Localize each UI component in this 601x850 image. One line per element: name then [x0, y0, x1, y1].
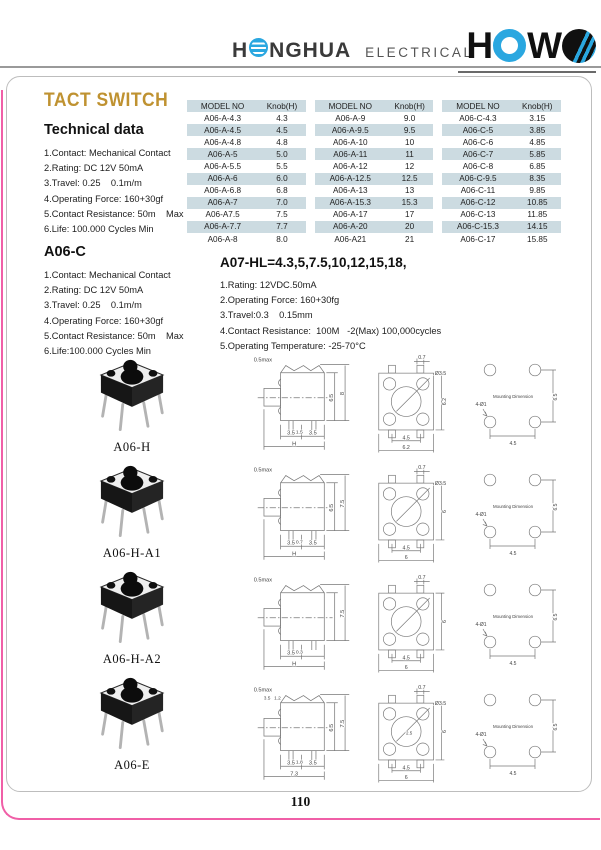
spec-line: 5.Contact Resistance: 50m Max	[44, 330, 184, 341]
svg-text:Ø3.5: Ø3.5	[434, 481, 447, 488]
a07-specs	[220, 278, 441, 354]
spec-line: 1.Rating: 12VDC.50mA	[220, 280, 317, 290]
a07-section	[220, 255, 441, 354]
table-row: A06-A21 21	[334, 234, 415, 244]
svg-text:7.5: 7.5	[340, 609, 347, 618]
tact-switch-image	[70, 672, 194, 756]
spec-line: 2.Rating: DC 12V 50mA	[44, 285, 144, 296]
table-row: A06-C-6 4.85	[462, 137, 546, 147]
product-photo	[70, 672, 194, 774]
svg-text:6: 6	[404, 555, 408, 562]
table-row: A06-A-10 10	[332, 137, 415, 147]
svg-text:7.5: 7.5	[340, 719, 347, 728]
svg-text:Mounting Dimension: Mounting Dimension	[492, 504, 534, 509]
brand-honghua	[232, 38, 473, 63]
svg-text:4.5: 4.5	[402, 765, 410, 772]
svg-text:4-Ø1: 4-Ø1	[475, 512, 487, 518]
spec-line: 2.Rating: DC 12V 50mA	[44, 163, 144, 174]
table-row: A06-A-9 9.0	[335, 113, 416, 123]
table-row: A06-A-8 8.0	[207, 234, 288, 244]
a06c-section	[44, 244, 184, 359]
photo-caption: A06-H-A2	[102, 652, 162, 666]
svg-text:6.5: 6.5	[329, 503, 336, 512]
svg-text:3.5: 3.5	[308, 540, 317, 547]
svg-text:6.2: 6.2	[402, 445, 410, 452]
brand-electrical: ELECTRICAL	[365, 45, 474, 60]
svg-text:0.7: 0.7	[418, 354, 426, 361]
svg-text:H: H	[292, 441, 297, 448]
spec-line: 3.Travel: 0.25 0.1m/m	[44, 178, 142, 189]
page-title: TACT SWITCH	[44, 90, 169, 111]
svg-text:7.3: 7.3	[290, 771, 299, 778]
table-row: A06-C-11 9.85	[460, 186, 546, 196]
drawing-side-view	[246, 682, 362, 786]
spec-line: 6.Life: 100.000 Cycles Min	[44, 224, 154, 235]
tact-switch-art	[76, 354, 188, 438]
spec-line: 4.Operating Force: 160+30gf	[44, 315, 164, 326]
photo-caption: A06-E	[114, 758, 150, 772]
technical-drawings	[246, 352, 566, 792]
table-row: A06-A7.5 7.5	[205, 210, 288, 220]
drawing-row-2	[246, 462, 566, 572]
svg-text:0.5max: 0.5max	[253, 687, 273, 694]
table-row: A06-A-4.8 4.8	[204, 137, 288, 147]
svg-text:3.5: 3.5	[287, 430, 295, 437]
howo-globe-icon	[562, 29, 596, 63]
a06c-specs	[44, 268, 184, 359]
drawing-side-view	[246, 462, 362, 566]
a06c-heading: A06-C	[44, 244, 86, 260]
svg-text:3.5: 3.5	[287, 650, 295, 657]
product-photo	[70, 460, 194, 562]
svg-text:4-Ø1: 4-Ø1	[475, 402, 487, 408]
svg-text:7.5: 7.5	[340, 499, 347, 508]
svg-text:H: H	[292, 661, 297, 668]
svg-text:4.5: 4.5	[509, 551, 517, 557]
drawing-side-view	[246, 352, 362, 456]
table-header-row: MODEL NO Knob(H)	[315, 100, 434, 112]
svg-text:0.5max: 0.5max	[253, 357, 273, 364]
svg-text:1.8: 1.8	[295, 759, 303, 766]
drawing-mounting-view	[468, 352, 566, 452]
svg-text:3.5: 3.5	[308, 760, 317, 767]
drawing-top-view	[367, 682, 463, 786]
svg-text:0.7: 0.7	[418, 684, 426, 691]
a07-heading: A07-HL=4.3,5,7.5,10,12,15,18,	[220, 255, 407, 270]
spec-line: 5.Operating Temperature: -25-70°C	[220, 340, 366, 351]
tact-switch-art	[76, 566, 188, 650]
spec-line: 3.Travel:0.3 0.15mm	[220, 310, 313, 321]
svg-text:0.7: 0.7	[418, 464, 426, 471]
svg-text:6.5: 6.5	[553, 723, 559, 731]
model-table	[187, 100, 561, 245]
svg-text:6: 6	[404, 775, 408, 782]
svg-text:0.5max: 0.5max	[253, 577, 273, 584]
brand-text-rest: NGHUA	[269, 39, 352, 62]
spec-line: 1.Contact: Mechanical Contact	[44, 148, 171, 158]
svg-text:1.2: 1.2	[274, 696, 281, 702]
table-row: A06-C-8 6.85	[462, 162, 546, 172]
howo-letter-h: H	[466, 25, 493, 66]
drawing-top-view	[367, 352, 463, 456]
spec-line: 4.Contact Resistance: 100M -2(Max) 100,000cycles	[220, 325, 442, 336]
table-row: A06-A-5.5 5.5	[204, 162, 288, 172]
product-photos	[70, 354, 194, 778]
spec-line: 2.Operating Force: 160+30fg	[220, 295, 340, 306]
table-row: A06-A-6 6.0	[187, 173, 306, 185]
drawing-row-1	[246, 352, 566, 462]
tact-switch-image	[70, 354, 194, 438]
logo-underline	[458, 71, 596, 73]
table-row: A06-A-9.5 9.5	[315, 124, 434, 136]
table-row: A06-C-7 5.85	[442, 148, 561, 160]
svg-text:Mounting Dimension: Mounting Dimension	[492, 614, 534, 619]
drawing-mounting-view	[468, 462, 566, 562]
table-row: A06-C-17 15.85	[460, 234, 548, 244]
table-header-row: MODEL NO Knob(H)	[187, 100, 306, 112]
svg-text:1.5: 1.5	[295, 429, 303, 436]
model-table-group-1	[187, 100, 306, 245]
svg-text:4.5: 4.5	[402, 545, 410, 552]
drawing-side-view	[246, 572, 362, 676]
svg-text:Ø3.5: Ø3.5	[434, 701, 447, 708]
spec-line: 4.Operating Force: 160+30gf	[44, 193, 164, 204]
svg-text:4-Ø1: 4-Ø1	[475, 732, 487, 738]
technical-data-specs	[44, 146, 184, 237]
svg-text:4-Ø1: 4-Ø1	[475, 622, 487, 628]
header-divider	[0, 66, 601, 68]
table-row: A06-A-12 12	[332, 162, 415, 172]
table-row: A06-A-6.8 6.8	[204, 186, 288, 196]
photo-caption: A06-H	[113, 440, 151, 454]
svg-text:3.5: 3.5	[287, 760, 295, 767]
svg-text:0.3: 0.3	[295, 649, 303, 656]
svg-text:6.5: 6.5	[553, 613, 559, 621]
svg-text:6: 6	[441, 730, 448, 734]
table-row: A06-A-7 7.0	[187, 197, 306, 209]
table-row: A06-A-12.5 12.5	[315, 173, 434, 185]
svg-text:Ø3.5: Ø3.5	[434, 371, 447, 378]
model-table-group-3	[442, 100, 561, 245]
table-row: A06-A-20 20	[315, 221, 434, 233]
svg-text:4.5: 4.5	[402, 435, 410, 442]
spec-line: 5.Contact Resistance: 50m Max	[44, 208, 184, 219]
svg-text:H: H	[292, 551, 297, 558]
technical-data-section	[44, 122, 184, 237]
svg-text:6.2: 6.2	[441, 397, 448, 406]
table-row: A06-A-13 13	[332, 186, 415, 196]
table-row: A06-C-13 11.85	[460, 210, 548, 220]
svg-text:6.5: 6.5	[553, 503, 559, 511]
model-table-group-2	[315, 100, 434, 245]
svg-text:6: 6	[441, 510, 448, 514]
howo-logo	[466, 27, 596, 64]
svg-text:6.5: 6.5	[329, 723, 336, 732]
table-row: A06-C-15.3 14.15	[442, 221, 561, 233]
svg-text:Mounting Dimension: Mounting Dimension	[492, 394, 534, 399]
table-row: A06-A-17 17	[332, 210, 415, 220]
table-row: A06-A-15.3 15.3	[315, 197, 434, 209]
table-row: A06-A-5 5.0	[187, 148, 306, 160]
drawing-mounting-view	[468, 572, 566, 672]
howo-letter-w: W	[527, 25, 561, 66]
table-row: A06-C-5 3.85	[442, 124, 561, 136]
svg-text:0.7: 0.7	[418, 574, 426, 581]
spec-line: 3.Travel: 0.25 0.1m/m	[44, 300, 142, 311]
tact-switch-image	[70, 566, 194, 650]
photo-caption: A06-H-A1	[102, 546, 162, 560]
svg-text:6: 6	[404, 665, 408, 672]
tact-switch-art	[76, 672, 188, 756]
svg-text:0.5max: 0.5max	[253, 467, 273, 474]
svg-text:6.5: 6.5	[553, 393, 559, 401]
howo-o-ring-icon	[493, 29, 526, 62]
drawing-row-4	[246, 682, 566, 792]
technical-data-heading: Technical data	[44, 122, 144, 138]
table-row: A06-A-7.7 7.7	[187, 221, 306, 233]
product-photo	[70, 354, 194, 456]
svg-text:0.7: 0.7	[295, 539, 303, 546]
drawing-mounting-view	[468, 682, 566, 782]
svg-text:3.5: 3.5	[308, 430, 317, 437]
svg-text:6.5: 6.5	[329, 393, 336, 402]
table-row: A06-C-9.5 8.35	[442, 173, 561, 185]
svg-text:4.5: 4.5	[509, 771, 517, 777]
drawing-top-view	[367, 572, 463, 676]
table-header-row: MODEL NO Knob(H)	[442, 100, 561, 112]
drawing-top-view	[367, 462, 463, 566]
globe-o-icon	[249, 38, 268, 57]
svg-text:4.5: 4.5	[402, 655, 410, 662]
svg-text:4.5: 4.5	[509, 441, 517, 447]
svg-text:4.5: 4.5	[509, 661, 517, 667]
brand-text-h: H	[232, 39, 249, 62]
page-number: 110	[290, 794, 311, 809]
table-row: A06-A-11 11	[315, 148, 434, 160]
table-row: A06-A-4.5 4.5	[187, 124, 306, 136]
svg-text:Mounting Dimension: Mounting Dimension	[492, 724, 534, 729]
svg-text:6: 6	[441, 620, 448, 624]
table-row: A06-C-4.3 3.15	[459, 113, 546, 123]
table-row: A06-C-12 10.85	[442, 197, 561, 209]
spec-line: 1.Contact: Mechanical Contact	[44, 270, 171, 280]
svg-text:8: 8	[340, 392, 347, 396]
tact-switch-art	[76, 460, 188, 544]
spec-line: 6.Life:100.000 Cycles Min	[44, 346, 151, 357]
tact-switch-image	[70, 460, 194, 544]
table-row: A06-A-4.3 4.3	[204, 113, 288, 123]
svg-text:2.5: 2.5	[405, 730, 413, 736]
svg-text:3.5: 3.5	[263, 696, 271, 702]
drawing-row-3	[246, 572, 566, 682]
svg-text:3.5: 3.5	[287, 540, 295, 547]
product-photo	[70, 566, 194, 668]
